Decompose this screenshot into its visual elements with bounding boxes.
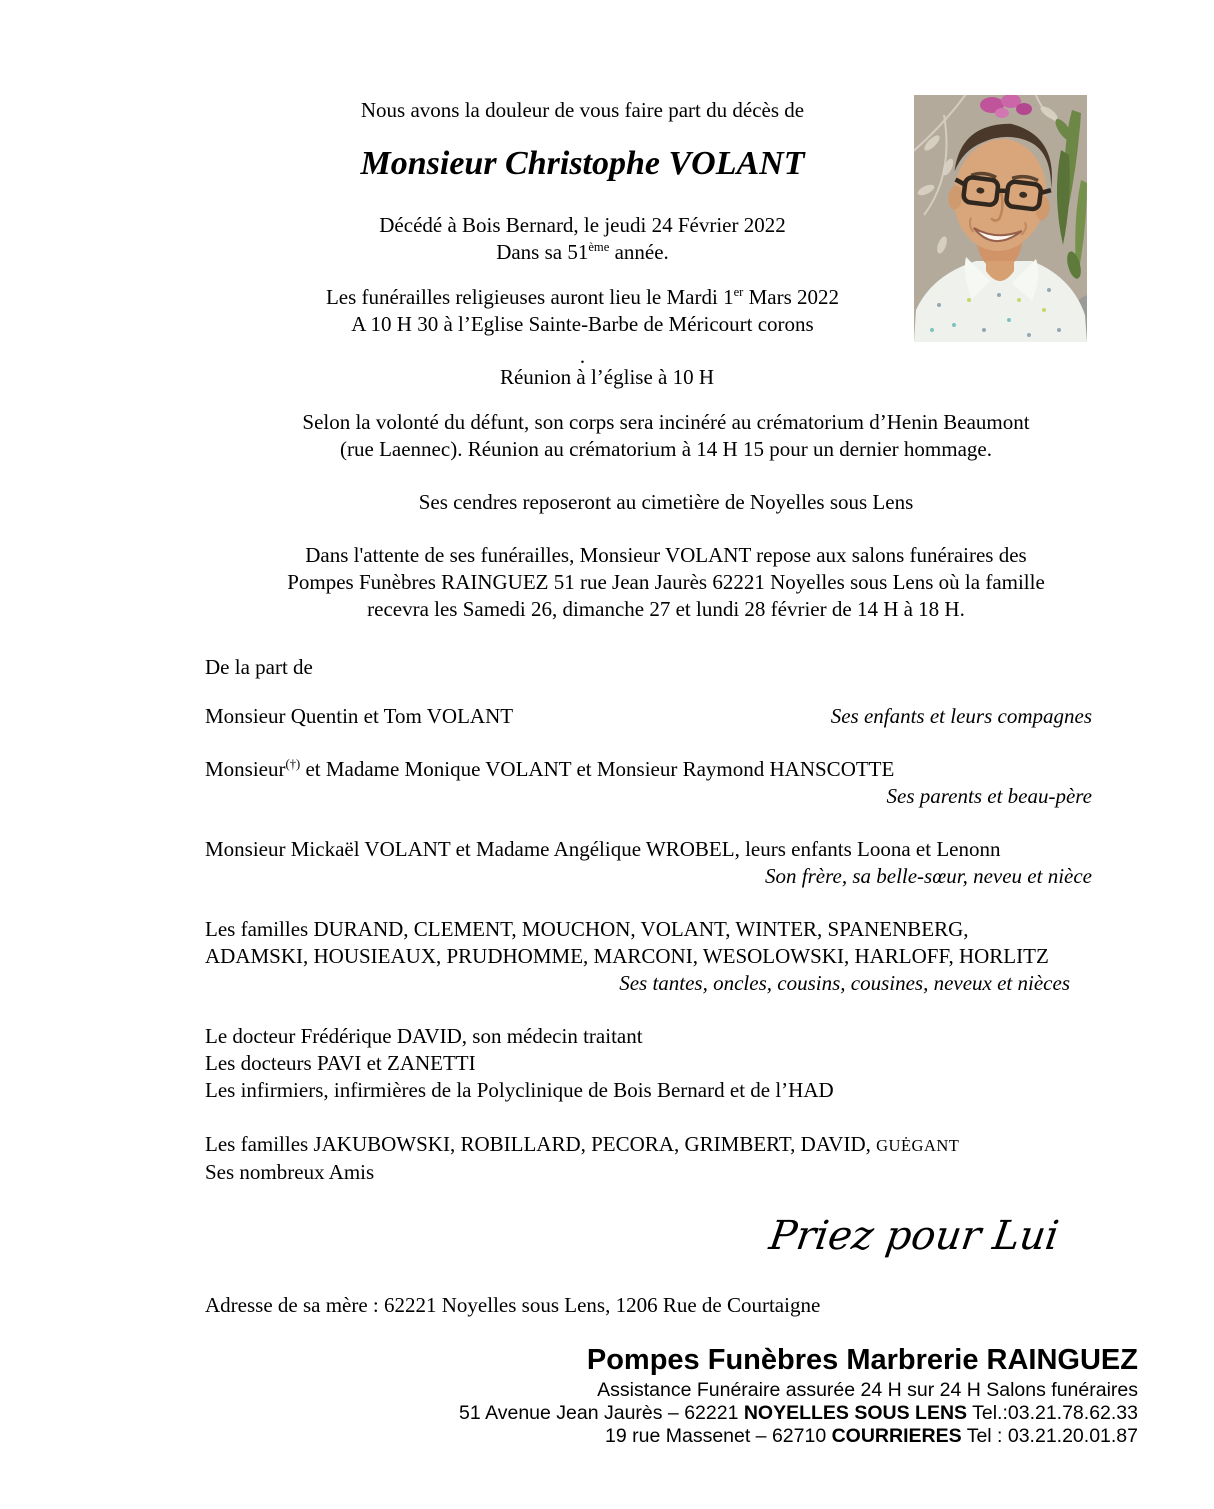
footer-courrieres-line [205, 1425, 1138, 1448]
age-suffix: année. [609, 240, 669, 264]
family-entry-children [205, 703, 1092, 730]
church-meeting-line: Réunion à l’église à 10 H [499, 365, 715, 389]
intro-line: Nous avons la douleur de vous faire part du décès de [360, 98, 805, 122]
family-entry-friends [205, 1131, 1092, 1186]
nurses-line: Les infirmiers, infirmières de la Polyclinique de Bois Bernard et de l’HAD [205, 1078, 834, 1102]
age-ordinal-sup: ème [588, 240, 610, 254]
brother-relation: Son frère, sa belle-sœur, neveu et nièce [765, 864, 1092, 888]
family-heading: De la part de [205, 655, 313, 679]
parents-prefix: Monsieur [205, 757, 286, 781]
numerous-friends-line: Ses nombreux Amis [205, 1160, 375, 1184]
courrieres-phone: Tel : 03.21.20.01.87 [961, 1425, 1138, 1447]
children-names: Monsieur Quentin et Tom VOLANT [205, 704, 514, 728]
funeral-home-footer [205, 1342, 1138, 1448]
extended-families-line1: Les familles DURAND, CLEMENT, MOUCHON, VOLANT, WINTER, SPANENBERG, [205, 917, 969, 941]
parents-relation: Ses parents et beau-père [886, 784, 1092, 808]
funeral-prefix: Les funérailles religieuses auront lieu le Mardi 1 [325, 285, 734, 309]
cremation-line1: Selon la volonté du défunt, son corps sera incinéré au crématorium d’Henin Beaumont [302, 410, 1030, 434]
death-place-date: Décédé à Bois Bernard, le jeudi 24 Février 2022 [379, 213, 786, 237]
parents-suffix: et Madame Monique VOLANT et Monsieur Raymond HANSCOTTE [300, 757, 895, 781]
funeral-ordinal-sup: er [733, 285, 744, 299]
deceased-name: Monsieur Christophe VOLANT [360, 145, 805, 182]
death-age-line [205, 239, 960, 266]
funeral-info [205, 284, 960, 338]
stray-period: . [579, 344, 586, 368]
family-entry-brother [205, 836, 1092, 890]
repose-line1: Dans l'attente de ses funérailles, Monsieur VOLANT repose aux salons funéraires des [305, 543, 1027, 567]
noyelles-address: 51 Avenue Jean Jaurès – 62221 [459, 1402, 744, 1424]
mother-address-line: Adresse de sa mère : 62221 Noyelles sous Lens, 1206 Rue de Courtaigne [205, 1293, 821, 1317]
doctors-line: Les docteurs PAVI et ZANETTI [205, 1051, 476, 1075]
death-info [205, 212, 960, 266]
deceased-dagger-sup: (†) [285, 757, 301, 771]
courrieres-address: 19 rue Massenet – 62710 [605, 1425, 832, 1447]
funeral-home-name: Pompes Funèbres Marbrerie RAINGUEZ [586, 1344, 1138, 1376]
repose-line2: Pompes Funèbres RAINGUEZ 51 rue Jean Jaurès 62221 Noyelles sous Lens où la famille [287, 570, 1045, 594]
age-prefix: Dans sa 51 [496, 240, 589, 264]
parents-names [205, 756, 1092, 783]
children-relation: Ses enfants et leurs compagnes [830, 704, 1092, 728]
funeral-date-line [205, 284, 960, 311]
brother-names: Monsieur Mickaël VOLANT et Madame Angélique WROBEL, leurs enfants Loona et Lenonn [205, 837, 1001, 861]
noyelles-phone: Tel.:03.21.78.62.33 [967, 1402, 1138, 1424]
ashes-line: Ses cendres reposeront au cimetière de Noyelles sous Lens [418, 490, 914, 514]
extended-relation: Ses tantes, oncles, cousins, cousines, neveux et nièces [619, 971, 1070, 995]
medical-acknowledgements [205, 1023, 1092, 1104]
cremation-info [205, 409, 1127, 463]
family-entry-extended [205, 916, 1092, 997]
repose-line3: recevra les Samedi 26, dimanche 27 et lundi 28 février de 14 H à 18 H. [367, 597, 965, 621]
friend-family-small: GUĖGANT [876, 1136, 960, 1155]
prayer-script: Priez pour Lui [766, 1213, 1062, 1259]
family-entry-parents [205, 756, 1092, 810]
doctor-line: Le docteur Frédérique DAVID, son médecin traitant [205, 1024, 643, 1048]
footer-assistance-line: Assistance Funéraire assurée 24 H sur 24 H Salons funéraires [597, 1379, 1138, 1401]
funeral-place-line: A 10 H 30 à l’Eglise Sainte-Barbe de Méricourt corons [351, 312, 814, 336]
cremation-line2: (rue Laennec). Réunion au crématorium à 14 H 15 pour un dernier hommage. [340, 437, 992, 461]
repose-info [205, 542, 1127, 623]
courrieres-city: COURRIERES [831, 1425, 962, 1447]
friend-families-main: Les familles JAKUBOWSKI, ROBILLARD, PECORA, GRIMBERT, DAVID, [205, 1132, 877, 1156]
footer-noyelles-line [205, 1402, 1138, 1425]
noyelles-city: NOYELLES SOUS LENS [743, 1402, 968, 1424]
friend-families-line [205, 1131, 1092, 1159]
extended-families-line2: ADAMSKI, HOUSIEAUX, PRUDHOMME, MARCONI, WESOLOWSKI, HARLOFF, HORLITZ [205, 944, 1049, 968]
funeral-suffix: Mars 2022 [743, 285, 840, 309]
